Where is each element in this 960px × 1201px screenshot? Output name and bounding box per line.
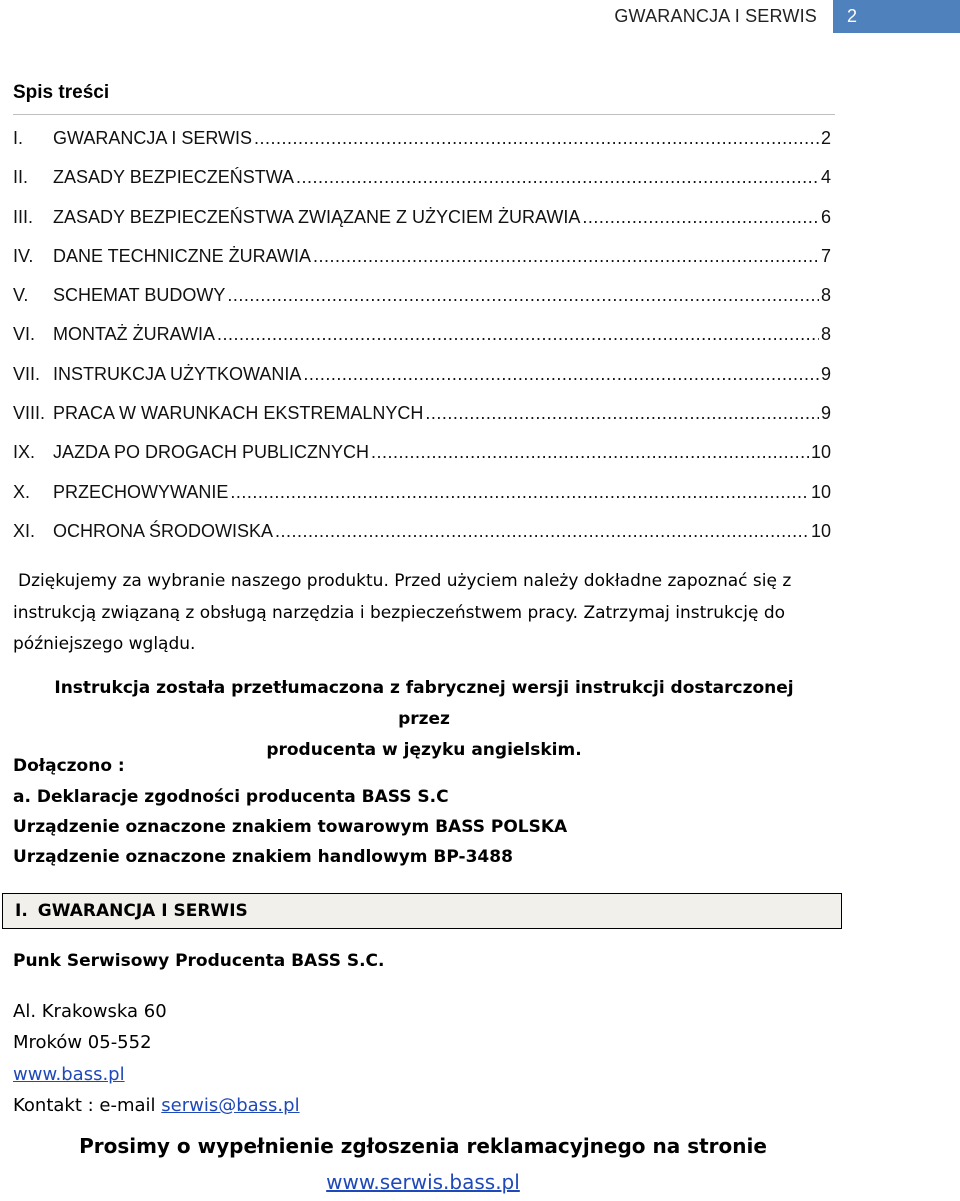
claim-site-link[interactable]: www.serwis.bass.pl [326,1170,520,1194]
toc-entry-number: VII. [13,363,41,384]
toc-entry-title: ZASADY BEZPIECZEŃSTWA [53,167,295,188]
toc-entry-page: 7 [820,245,831,266]
section-title: GWARANCJA I SERWIS [37,901,248,921]
toc-entry-title: JAZDA PO DROGACH PUBLICZNYCH [53,442,370,463]
toc-leader-dots [230,482,809,503]
toc-entry-page: 2 [820,128,831,148]
thanks-paragraph [13,566,823,661]
header-title: GWARANCJA I SERWIS [614,6,817,26]
claim-request-text: Prosimy o wypełnienie zgłoszenia reklamacyjnego na stronie [79,1134,767,1158]
toc-leader-dots [275,521,809,542]
toc-entry-title: GWARANCJA I SERWIS [53,128,253,148]
toc-entry[interactable] [13,285,831,324]
toc-leader-dots [296,167,819,188]
toc-entry-number: XI. [13,520,36,541]
toc-entry[interactable] [13,207,831,246]
translation-note [40,673,808,766]
toc-entry-number: VIII. [13,403,46,424]
toc-entry-title: SCHEMAT BUDOWY [53,285,226,306]
toc-entry[interactable] [13,246,831,285]
toc-entry-page: 6 [820,206,831,227]
toc-entry-title: INSTRUKCJA UŻYTKOWANIA [53,363,302,384]
email-link[interactable]: serwis@bass.pl [161,1095,300,1116]
toc-entry-number: III. [13,206,34,227]
toc-entry[interactable] [13,482,831,521]
toc-heading: Spis treści [13,82,110,103]
page-header [614,0,960,33]
toc-entry-page: 8 [820,285,831,306]
service-website-row [13,1064,125,1085]
page-number: 2 [833,0,960,33]
toc-entry-number: I. [13,128,24,148]
thanks-text: Dziękujemy za wybranie naszego produktu. Przed użyciem należy dokładne zapoznać się z instrukcją związaną z obsługą narzędzia i bezpieczeństwem pracy. Zatrzymaj instrukcję do późniejszego wglądu. [13,571,792,654]
toc-entry-number: IV. [13,245,34,266]
toc-entry[interactable] [13,521,831,560]
toc-leader-dots [313,246,819,267]
translation-note-line-1: Instrukcja została przetłumaczona z fabrycznej wersji instrukcji dostarczonej przez [54,678,794,729]
website-link[interactable]: www.bass.pl [13,1064,125,1085]
toc-leader-dots [217,324,819,345]
claim-link-row [0,1170,846,1194]
toc-entry-title: PRZECHOWYWANIE [53,481,229,502]
service-title: Punk Serwisowy Producenta BASS S.C. [13,951,385,971]
attached-line-a: a. Deklaracje zgodności producenta BASS S.C [13,787,449,807]
toc-entry-page: 4 [820,167,831,188]
toc-divider [13,114,835,115]
toc-leader-dots [254,128,819,149]
section-number: I. [15,901,28,921]
toc-entry-title: DANE TECHNICZNE ŻURAWIA [53,245,312,266]
toc-entry[interactable] [13,403,831,442]
toc-leader-dots [227,285,819,306]
service-street: Al. Krakowska 60 [13,1001,167,1022]
toc-leader-dots [303,364,819,385]
toc-entry[interactable] [13,442,831,481]
translation-note-line-2: producenta w języku angielskim. [266,740,582,760]
toc-entry-number: II. [13,167,29,188]
toc-leader-dots [425,403,819,424]
toc-entry-number: X. [13,481,31,502]
toc-leader-dots [371,442,809,463]
attached-line-b: Urządzenie oznaczone znakiem towarowym BASS POLSKA [13,817,568,837]
toc-entry-page: 10 [810,442,831,463]
section-heading [2,893,842,929]
toc-entry-page: 9 [820,363,831,384]
contact-label: Kontakt : e-mail [13,1095,162,1116]
toc-entry[interactable] [13,364,831,403]
toc-entry-title: OCHRONA ŚRODOWISKA [53,520,274,541]
contact-row [13,1095,300,1116]
toc-entry[interactable] [13,324,831,363]
toc-entry[interactable] [13,128,831,167]
table-of-contents [13,128,831,560]
toc-leader-dots [582,207,819,228]
toc-entry-number: IX. [13,442,36,463]
toc-entry-title: ZASADY BEZPIECZEŃSTWA ZWIĄZANE Z UŻYCIEM ŻURAWIA [53,206,581,227]
attached-line-c: Urządzenie oznaczone znakiem handlowym BP-3488 [13,847,513,867]
toc-entry-page: 9 [820,403,831,424]
attached-label: Dołączono : [13,756,125,776]
toc-entry-title: MONTAŻ ŻURAWIA [53,324,215,345]
toc-entry-page: 8 [820,324,831,345]
toc-entry-number: VI. [13,324,36,345]
toc-entry-number: V. [13,285,29,306]
service-city: Mroków 05-552 [13,1032,152,1053]
toc-entry-title: PRACA W WARUNKACH EKSTREMALNYCH [53,403,424,424]
toc-entry-page: 10 [810,520,831,541]
toc-entry[interactable] [13,167,831,206]
toc-entry-page: 10 [810,481,831,502]
